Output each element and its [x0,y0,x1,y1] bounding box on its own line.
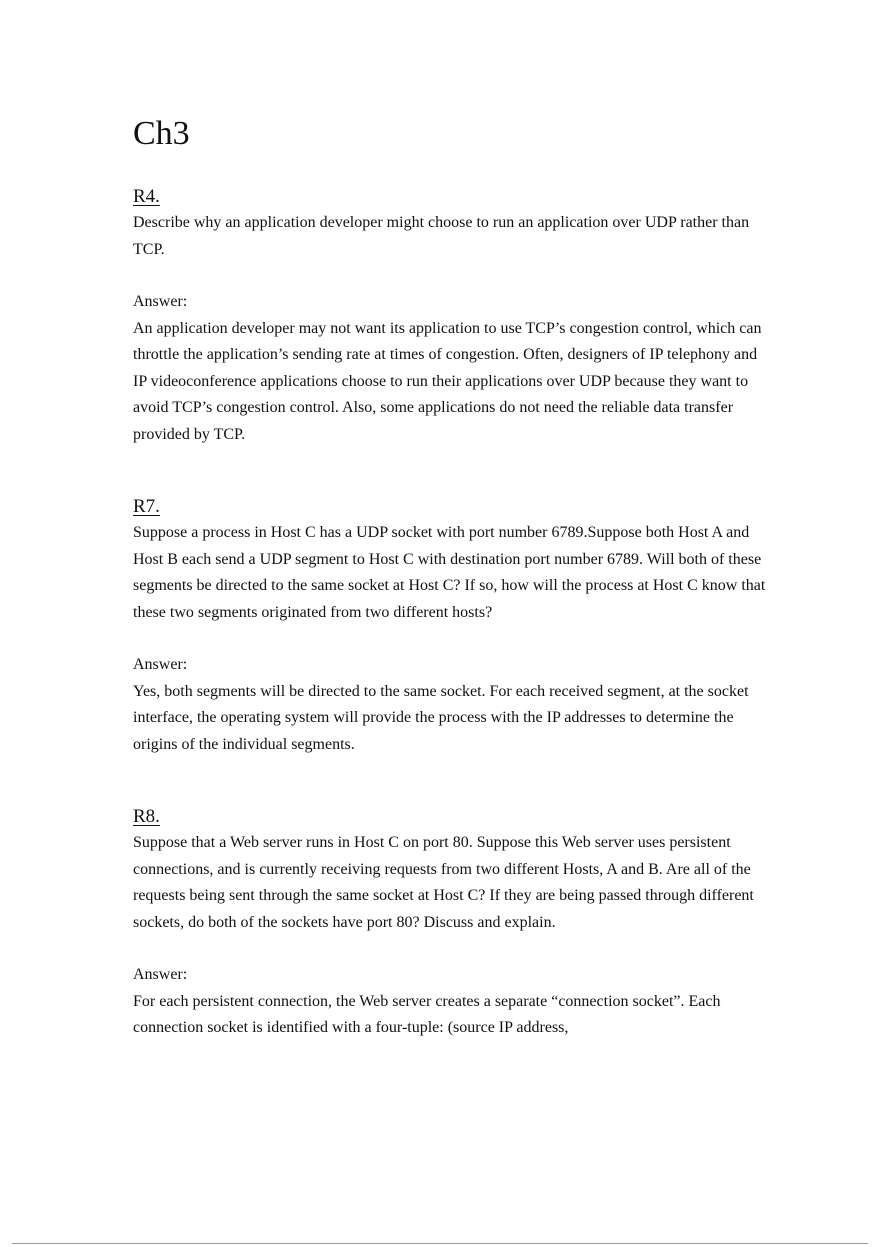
question-text: Suppose that a Web server runs in Host C on port 80. Suppose this Web server uses persistent connections, and is currently receiving requests from two different Hosts, A and B. Are all of the requests being sent through the same socket at Host C? If they are being passed through different sockets, do both of the sockets have port 80? Discuss and explain. [133,834,754,931]
question-r4 [133,184,773,448]
answer-label: Answer: [133,293,188,310]
answer-label: Answer: [133,966,188,983]
question-r8 [133,804,773,1042]
question-text: Describe why an application developer might choose to run an application over UDP rather than TCP. [133,214,750,258]
document-page [133,110,773,1088]
question-label: R8. [133,806,160,827]
question-label: R7. [133,496,160,517]
page-bottom-rule [12,1243,868,1244]
question-text: Suppose a process in Host C has a UDP socket with port number 6789.Suppose both Host A and Host B each send a UDP segment to Host C with destination port number 6789. Will both of these segments be directed to the same socket at Host C? If so, how will the process at Host C know that these two segments originated from two different hosts? [133,524,766,621]
answer-text: For each persistent connection, the Web server creates a separate “connection socket”. Each connection socket is identified with a four-tuple: (source IP address, [133,992,721,1036]
answer-text: An application developer may not want its application to use TCP’s congestion control, which can throttle the application’s sending rate at times of congestion. Often, designers of IP telephony and IP videoconference applications choose to run their applications over UDP because they want to avoid TCP’s congestion control. Also, some applications do not need the reliable data transfer provided by TCP. [133,319,762,443]
question-label: R4. [133,186,160,207]
answer-label: Answer: [133,656,188,673]
question-r7 [133,494,773,758]
answer-text: Yes, both segments will be directed to the same socket. For each received segment, at the socket interface, the operating system will provide the process with the IP addresses to determine the origins of the individual segments. [133,682,749,753]
chapter-title: Ch3 [133,115,190,152]
